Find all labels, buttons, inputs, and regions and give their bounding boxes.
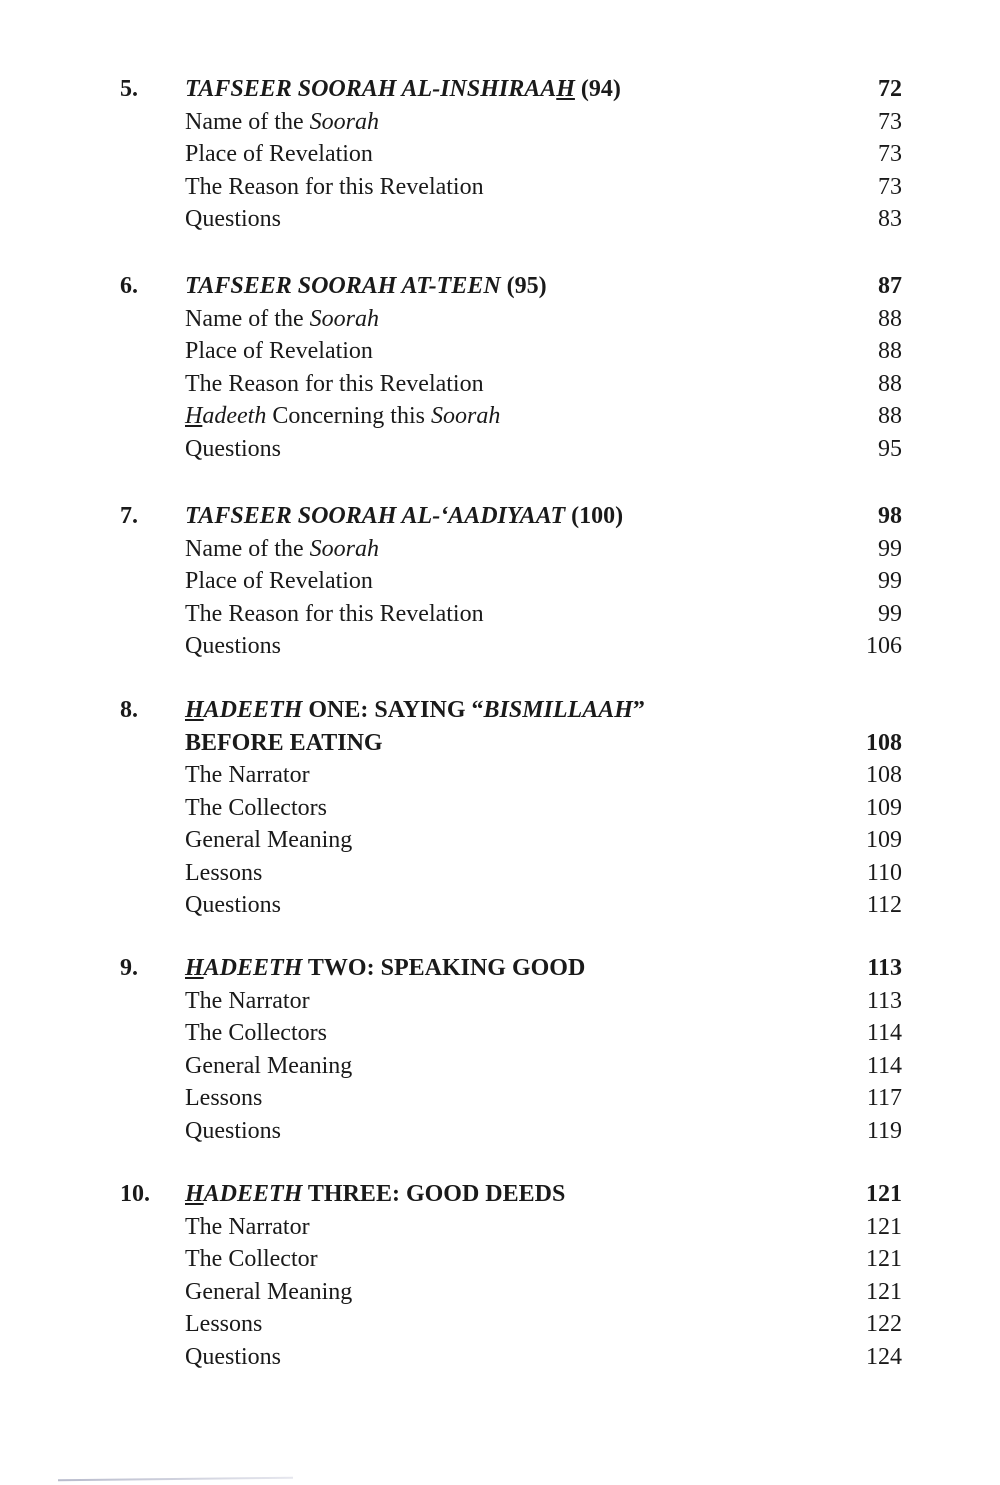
toc-entry[interactable]	[0, 368, 1000, 401]
section-heading	[185, 500, 623, 533]
entry-title	[185, 171, 484, 204]
entry-page-number: 109	[866, 794, 902, 821]
title-fragment: Lessons	[185, 1311, 263, 1337]
title-fragment: H	[185, 697, 204, 723]
entry-page-number: 114	[866, 1052, 902, 1079]
title-fragment: Soorah	[309, 535, 379, 562]
entry-title	[185, 433, 281, 466]
section-heading-row[interactable]	[0, 952, 1000, 985]
entry-page-number: 113	[866, 987, 902, 1014]
title-fragment: ADEETH	[203, 697, 303, 723]
toc-entry[interactable]	[0, 106, 1000, 139]
title-fragment: (100)	[565, 503, 624, 529]
toc-section	[0, 73, 1000, 236]
title-fragment: Name of the	[185, 305, 310, 332]
title-fragment: ”	[632, 697, 645, 723]
section-number: 8.	[120, 697, 138, 723]
section-page-number: 87	[878, 273, 902, 299]
section-heading-row[interactable]	[0, 1178, 1000, 1211]
title-fragment: Place of Revelation	[185, 141, 373, 167]
section-heading	[185, 952, 585, 985]
toc-entry[interactable]	[0, 400, 1000, 433]
entry-page-number: 112	[866, 892, 902, 918]
section-heading-continuation: BEFORE EATING	[185, 729, 383, 756]
toc-section	[0, 270, 1000, 465]
section-number: 6.	[120, 273, 138, 299]
entry-page-number: 117	[866, 1085, 902, 1111]
title-fragment: Questions	[185, 1343, 281, 1370]
entry-page-number: 122	[866, 1311, 902, 1337]
entry-page-number: 88	[878, 403, 902, 429]
entry-page-number: 106	[866, 633, 902, 659]
title-fragment: Soorah	[309, 108, 379, 135]
title-fragment: General Meaning	[185, 827, 353, 853]
title-fragment: The Reason for this Revelation	[185, 173, 484, 200]
section-heading-row[interactable]	[0, 500, 1000, 533]
entry-page-number: 73	[878, 141, 902, 167]
entry-title	[185, 138, 373, 171]
entry-page-number: 88	[878, 305, 902, 332]
title-fragment: The Reason for this Revelation	[185, 600, 484, 627]
entry-page-number: 73	[878, 108, 902, 135]
title-fragment: H	[556, 76, 575, 102]
toc-entry[interactable]	[0, 533, 1000, 566]
section-page-number: 121	[866, 1181, 902, 1207]
toc-entry[interactable]	[0, 1341, 1000, 1374]
title-fragment: General Meaning	[185, 1278, 353, 1305]
entry-page-number: 88	[878, 370, 902, 397]
entry-title	[185, 1211, 310, 1244]
scan-artifact-line	[58, 1477, 293, 1481]
section-number: 5.	[120, 76, 138, 102]
entry-title	[185, 598, 484, 631]
toc-section	[0, 1178, 1000, 1373]
toc-entry[interactable]	[0, 1017, 1000, 1050]
toc-entry[interactable]	[0, 1082, 1000, 1115]
entry-title	[185, 985, 310, 1018]
title-fragment: The Narrator	[185, 1213, 310, 1240]
title-fragment: Questions	[185, 892, 281, 918]
entry-title	[185, 565, 373, 598]
section-page-number: 72	[878, 76, 902, 102]
title-fragment: TAFSEER SOORAH AT-TEEN	[185, 273, 501, 299]
section-number: 10.	[120, 1181, 150, 1207]
entry-page-number: 119	[866, 1117, 902, 1144]
toc-entry[interactable]	[0, 335, 1000, 368]
entry-title	[185, 889, 281, 922]
entry-page-number: 121	[866, 1278, 902, 1305]
title-fragment: The Narrator	[185, 762, 310, 788]
toc-entry[interactable]	[0, 433, 1000, 466]
entry-title	[185, 857, 262, 890]
section-heading-continuation-row[interactable]	[0, 727, 1000, 760]
entry-title	[185, 1115, 281, 1148]
title-fragment: The Collectors	[185, 794, 327, 821]
title-fragment: ADEETH	[203, 955, 303, 981]
entry-page-number: 73	[878, 173, 902, 200]
title-fragment: Soorah	[430, 403, 501, 429]
entry-page-number: 99	[878, 568, 902, 594]
toc-entry[interactable]	[0, 598, 1000, 631]
section-number: 9.	[120, 955, 138, 981]
title-fragment: H	[185, 403, 203, 429]
entry-page-number: 99	[878, 600, 902, 627]
section-heading	[185, 1178, 565, 1211]
entry-page-number: 110	[866, 859, 902, 886]
entry-title	[185, 400, 500, 433]
toc-entry[interactable]	[0, 889, 1000, 922]
title-fragment: BISMILLAAH	[483, 697, 633, 723]
title-fragment: Name of the	[185, 535, 310, 562]
title-fragment: (94)	[574, 76, 621, 102]
title-fragment: TAFSEER SOORAH AL-‘AADIYAAT	[185, 503, 566, 529]
title-fragment: The Narrator	[185, 987, 310, 1014]
title-fragment: Questions	[185, 206, 281, 232]
title-fragment: TWO: SPEAKING GOOD	[302, 955, 586, 981]
entry-title	[185, 630, 281, 663]
title-fragment: ADEETH	[203, 1181, 303, 1207]
toc-entry[interactable]	[0, 857, 1000, 890]
entry-title	[185, 1341, 281, 1374]
entry-page-number: 121	[866, 1246, 902, 1272]
entry-title	[185, 106, 379, 139]
title-fragment: The Collector	[185, 1246, 318, 1272]
entry-page-number: 83	[878, 206, 902, 232]
entry-title	[185, 759, 310, 792]
section-heading	[185, 270, 547, 303]
entry-page-number: 108	[866, 762, 902, 788]
toc-section	[0, 694, 1000, 922]
toc-entry[interactable]	[0, 303, 1000, 336]
title-fragment: General Meaning	[185, 1052, 353, 1079]
toc-entry[interactable]	[0, 1211, 1000, 1244]
entry-page-number: 99	[878, 535, 902, 562]
title-fragment: TAFSEER SOORAH AL-INSHIRAA	[185, 76, 557, 102]
entry-page-number: 95	[878, 435, 902, 462]
title-fragment: H	[185, 955, 204, 981]
toc-entry[interactable]	[0, 203, 1000, 236]
toc-entry[interactable]	[0, 1115, 1000, 1148]
entry-title	[185, 303, 379, 336]
entry-page-number: 124	[866, 1343, 902, 1370]
toc-entry[interactable]	[0, 171, 1000, 204]
section-heading	[185, 694, 645, 727]
entry-page-number: 114	[866, 1020, 902, 1046]
title-fragment: The Collectors	[185, 1020, 327, 1046]
entry-title	[185, 792, 327, 825]
toc-entry[interactable]	[0, 565, 1000, 598]
entry-title	[185, 1308, 262, 1341]
title-fragment: H	[185, 1181, 204, 1207]
title-fragment: Lessons	[185, 1085, 263, 1111]
title-fragment: ONE: SAYING “	[302, 697, 484, 723]
title-fragment: Questions	[185, 435, 281, 462]
toc-section	[0, 500, 1000, 663]
entry-title	[185, 335, 373, 368]
title-fragment: Place of Revelation	[185, 338, 373, 364]
section-page-number: 98	[878, 503, 902, 529]
section-page-number: 113	[867, 955, 902, 981]
title-fragment: Place of Revelation	[185, 568, 373, 594]
entry-page-number: 88	[878, 338, 902, 364]
section-heading-row[interactable]	[0, 270, 1000, 303]
entry-title	[185, 824, 352, 857]
entry-title	[185, 368, 484, 401]
title-fragment: adeeth	[202, 403, 267, 429]
entry-title	[185, 1243, 318, 1276]
toc-entry[interactable]	[0, 759, 1000, 792]
toc-entry[interactable]	[0, 1050, 1000, 1083]
section-number: 7.	[120, 503, 138, 529]
toc-entry[interactable]	[0, 792, 1000, 825]
title-fragment: Concerning this	[266, 403, 431, 429]
toc-entry[interactable]	[0, 1276, 1000, 1309]
toc-entry[interactable]	[0, 138, 1000, 171]
toc-entry[interactable]	[0, 630, 1000, 663]
entry-title	[185, 533, 379, 566]
toc-section	[0, 952, 1000, 1147]
entry-title	[185, 1050, 352, 1083]
section-heading-row[interactable]	[0, 73, 1000, 106]
title-fragment: THREE: GOOD DEEDS	[302, 1181, 566, 1207]
toc-entry[interactable]	[0, 1243, 1000, 1276]
entry-title	[185, 203, 281, 236]
section-heading-row[interactable]	[0, 694, 1000, 727]
title-fragment: Soorah	[309, 305, 379, 332]
entry-title	[185, 1276, 352, 1309]
title-fragment: Name of the	[185, 108, 310, 135]
toc-entry[interactable]	[0, 1308, 1000, 1341]
title-fragment: Questions	[185, 633, 281, 659]
entry-page-number: 109	[866, 827, 902, 853]
entry-page-number: 121	[866, 1213, 902, 1240]
title-fragment: Questions	[185, 1117, 281, 1144]
entry-title	[185, 1017, 327, 1050]
section-heading	[185, 73, 621, 106]
toc-entry[interactable]	[0, 985, 1000, 1018]
entry-title	[185, 1082, 262, 1115]
title-fragment: (95)	[500, 273, 547, 299]
title-fragment: Lessons	[185, 859, 263, 886]
section-page-number: 108	[866, 729, 902, 756]
title-fragment: The Reason for this Revelation	[185, 370, 484, 397]
toc-entry[interactable]	[0, 824, 1000, 857]
